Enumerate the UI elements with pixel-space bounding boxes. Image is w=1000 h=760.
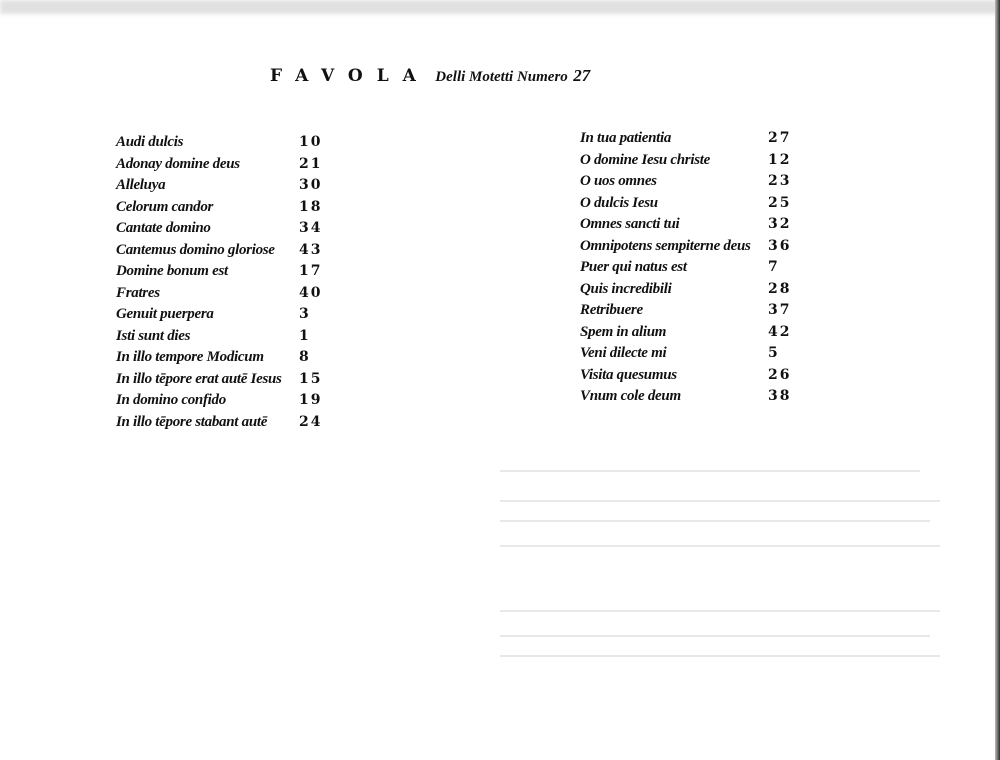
entry-number: 10 [299,134,323,150]
index-entry [580,365,820,387]
entry-title: Vnum cole deum [580,388,681,404]
page-number: 27 [573,66,591,85]
entry-number: 7 [768,259,780,275]
index-entry [116,197,356,219]
entry-number: 38 [768,388,792,404]
entry-number: 19 [299,392,323,408]
entry-title: O domine Iesu christe [580,151,710,168]
index-entry [116,261,356,283]
bleed-through-line [500,635,930,637]
entry-number: 12 [768,151,792,168]
entry-title: Isti sunt dies [116,327,191,344]
entry-title: Domine bonum est [116,263,228,279]
index-column-right [580,128,820,408]
index-entry [116,390,356,412]
entry-title: Adonay domine deus [116,155,240,172]
entry-title: O dulcis Iesu [580,194,658,211]
index-entry [116,326,356,348]
entry-title: Omnes sancti tui [580,216,680,232]
entry-number: 37 [768,302,792,318]
index-entry [116,154,356,176]
entry-title: In illo tēpore erat autē Iesus [116,370,282,387]
index-entry [580,193,820,215]
entry-number: 23 [768,173,792,189]
index-entry [116,304,356,326]
entry-number: 32 [768,216,792,232]
entry-number: 24 [299,413,323,430]
entry-title: O uos omnes [580,173,657,189]
entry-title: Genuit puerpera [116,306,214,322]
index-entry [580,322,820,344]
index-entry [580,279,820,301]
entry-title: In illo tempore Modicum [116,349,264,365]
title-rest: Delli Motetti Numero [435,69,568,85]
entry-number: 27 [768,130,792,146]
index-entry [116,283,356,305]
entry-title: Retribuere [580,302,643,318]
title-favola: FAVOLA [270,66,430,86]
entry-number: 17 [299,263,323,279]
entry-title: Quis incredibili [580,280,672,297]
entry-title: Puer qui natus est [580,259,687,275]
index-entry [580,386,820,408]
entry-title: Audi dulcis [116,134,184,150]
entry-title: Fratres [116,284,160,301]
index-entry [580,150,820,172]
entry-title: Omnipotens sempiterne deus [580,237,751,254]
entry-title: Visita quesumus [580,366,677,383]
bleed-through-line [500,470,920,472]
entry-number: 18 [299,198,323,215]
index-entry [116,132,356,154]
entry-number: 30 [299,177,323,193]
index-entry [580,300,820,322]
index-entry [116,175,356,197]
entry-title: Cantemus domino gloriose [116,241,275,258]
entry-number: 28 [768,280,792,297]
page-edge [995,0,1000,760]
entry-title: In domino confido [116,392,226,408]
index-entry [116,347,356,369]
page-title [270,66,710,86]
entry-number: 26 [768,366,792,383]
entry-number: 36 [768,237,792,254]
entry-title: In tua patientia [580,130,672,146]
bleed-through-line [500,500,940,502]
index-entry [580,214,820,236]
index-entry [116,218,356,240]
entry-number: 40 [299,284,323,301]
entry-number: 42 [768,323,792,340]
index-entry [580,257,820,279]
index-entry [580,236,820,258]
entry-number: 5 [768,345,780,361]
index-entry [580,128,820,150]
entry-title: Celorum candor [116,198,214,215]
entry-title: Veni dilecte mi [580,345,667,361]
entry-number: 15 [299,370,323,387]
bleed-through-line [500,655,940,657]
entry-title: Alleluya [116,177,166,193]
index-entry [116,412,356,434]
entry-number: 34 [299,220,323,236]
index-entry [580,343,820,365]
entry-number: 21 [299,155,323,172]
entry-number: 1 [299,327,311,344]
bleed-through-line [500,545,940,547]
entry-number: 8 [299,349,311,365]
scan-smudge [0,0,1000,14]
index-entry [116,369,356,391]
index-entry [116,240,356,262]
index-entry [580,171,820,193]
entry-title: Cantate domino [116,220,211,236]
index-column-left [116,132,356,433]
entry-number: 43 [299,241,323,258]
bleed-through-line [500,520,930,522]
entry-title: In illo tēpore stabant autē [116,413,268,430]
bleed-through-line [500,610,940,612]
entry-title: Spem in alium [580,323,667,340]
entry-number: 25 [768,194,792,211]
entry-number: 3 [299,306,311,322]
